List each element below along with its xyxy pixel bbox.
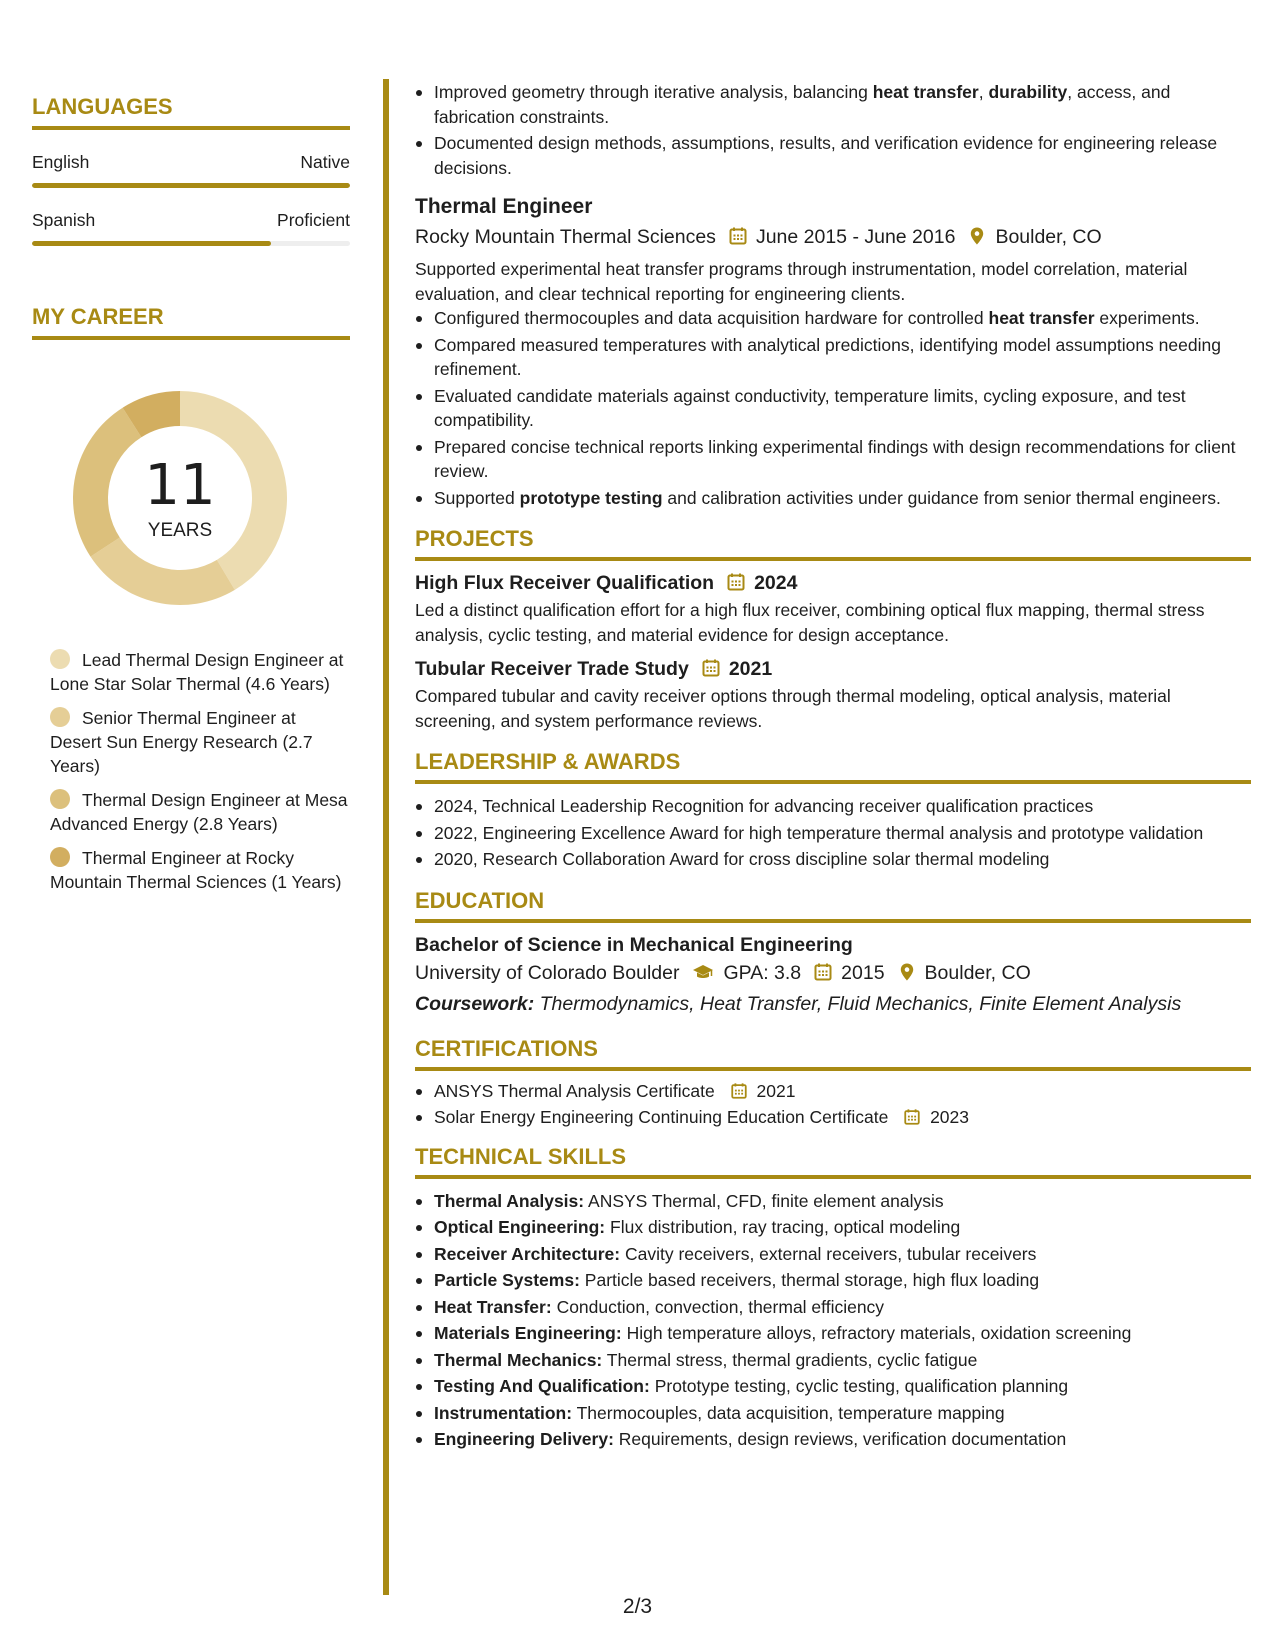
language-item: [32, 150, 350, 188]
skill-item: [415, 1374, 1251, 1399]
awards-section: [415, 747, 1251, 872]
bullet-item: [415, 306, 1251, 331]
career-legend-label: Lead Thermal Design Engineer at Lone Star Solar Thermal (4.6 Years): [50, 650, 344, 694]
skill-item: [415, 1348, 1251, 1373]
education-section: [415, 886, 1251, 1018]
main-content: [415, 80, 1251, 1454]
bullet-text: Evaluated candidate materials against conductivity, temperature limits, cycling exposure, and test compatibility.: [434, 385, 1186, 430]
bullet-text: experiments.: [1094, 308, 1200, 328]
career-legend-item: [50, 706, 350, 778]
skills-rule: [415, 1175, 1251, 1179]
bullet-keyword: heat transfer: [872, 82, 979, 102]
project-year: 2024: [754, 572, 798, 594]
bullet-item: [415, 435, 1251, 484]
legend-dot-icon: [50, 649, 70, 669]
award-item: 2022, Engineering Excellence Award for high temperature thermal analysis and prototype validation: [415, 821, 1251, 846]
job-description: Supported experimental heat transfer programs through instrumentation, model correlation, material evaluation, and clear technical reporting for engineering clients.: [415, 259, 1188, 304]
skill-label: Heat Transfer:: [434, 1296, 552, 1317]
bullet-item: [415, 384, 1251, 433]
school-name: University of Colorado Boulder: [415, 961, 680, 984]
bullet-item: [415, 80, 1251, 129]
certification-year: 2023: [930, 1107, 969, 1127]
bullet-keyword: heat transfer: [988, 308, 1095, 328]
job-meta: [415, 223, 1251, 251]
career-legend-label: Senior Thermal Engineer at Desert Sun Energy Research (2.7 Years): [50, 708, 313, 776]
graduation-cap-icon: [691, 959, 715, 987]
bullet-text: and calibration activities under guidance from senior thermal engineers.: [662, 487, 1221, 508]
languages-heading: LANGUAGES: [32, 94, 173, 119]
map-pin-icon: [897, 959, 917, 987]
map-pin-icon: [967, 223, 987, 251]
language-proficiency-fill: [32, 183, 350, 188]
experience-entry: [415, 193, 1251, 510]
gpa: GPA: 3.8: [723, 961, 802, 984]
column-divider: [383, 79, 389, 1595]
skill-label: Particle Systems:: [434, 1270, 580, 1290]
calendar-icon: [730, 1081, 753, 1101]
career-total-unit: YEARS: [147, 520, 213, 541]
career-legend-label: Thermal Design Engineer at Mesa Advanced Energy (2.8 Years): [50, 790, 348, 834]
certification-item: [415, 1105, 1251, 1130]
sidebar: [32, 92, 350, 904]
certifications-section: [415, 1034, 1251, 1130]
skill-item: [415, 1401, 1251, 1426]
skill-item: [415, 1242, 1251, 1267]
skill-value: Cavity receivers, external receivers, tubular receivers: [624, 1243, 1037, 1264]
education-rule: [415, 919, 1251, 923]
award-item: 2024, Technical Leadership Recognition for advancing receiver qualification practices: [415, 794, 1251, 819]
project-entry: [415, 569, 1251, 647]
page-number: 2/3: [622, 1595, 653, 1618]
skill-item: [415, 1427, 1251, 1452]
skill-item: [415, 1189, 1251, 1214]
bullet-text: Prepared concise technical reports linking experimental findings with design recommendations for client review.: [434, 436, 1236, 481]
project-description: Compared tubular and cavity receiver options through thermal modeling, optical analysis, material screening, and system performance reviews.: [415, 686, 1171, 731]
project-title: High Flux Receiver Qualification: [415, 572, 715, 594]
language-level: Native: [300, 152, 350, 172]
language-proficiency-bar: [32, 183, 350, 188]
bullet-item: [415, 333, 1251, 382]
career-legend: [32, 648, 350, 894]
skill-label: Optical Engineering:: [434, 1217, 606, 1237]
coursework-list: Thermodynamics, Heat Transfer, Fluid Mechanics, Finite Element Analysis: [539, 992, 1182, 1015]
skill-item: [415, 1321, 1251, 1346]
degree-title: Bachelor of Science in Mechanical Engineering: [415, 933, 853, 956]
career-rule: [32, 336, 350, 340]
career-legend-item: [50, 788, 350, 836]
project-title: Tubular Receiver Trade Study: [415, 658, 689, 680]
career-legend-item: [50, 846, 350, 894]
skills-list: [415, 1189, 1251, 1452]
bullet-text: Configured thermocouples and data acquisition hardware for controlled: [434, 308, 989, 328]
calendar-icon: [728, 223, 748, 251]
certifications-rule: [415, 1067, 1251, 1071]
graduation-year: 2015: [841, 961, 885, 984]
skill-item: [415, 1295, 1251, 1320]
project-year: 2021: [728, 658, 773, 680]
skills-heading: TECHNICAL SKILLS: [415, 1143, 627, 1169]
skill-item: [415, 1268, 1251, 1293]
coursework-label: Coursework:: [415, 992, 535, 1015]
skill-label: Engineering Delivery:: [434, 1429, 614, 1449]
skill-value: Conduction, convection, thermal efficiency: [556, 1296, 885, 1317]
career-total-number: 11: [144, 453, 216, 518]
project-entry: [415, 655, 1251, 733]
calendar-icon: [813, 959, 833, 987]
career-donut-chart: [66, 384, 294, 612]
skill-value: ANSYS Thermal, CFD, finite element analysis: [588, 1190, 944, 1211]
calendar-icon: [903, 1107, 926, 1127]
skill-value: Prototype testing, cyclic testing, qualification planning: [654, 1376, 1069, 1396]
company-name: Rocky Mountain Thermal Sciences: [415, 226, 716, 248]
projects-heading: PROJECTS: [415, 526, 534, 551]
project-description: Led a distinct qualification effort for a high flux receiver, combining optical flux mapping, thermal stress analysis, cyclic testing, and material evidence for design acceptance.: [415, 600, 1205, 645]
bullet-text: Improved geometry through iterative analysis, balancing: [434, 82, 873, 102]
skill-label: Receiver Architecture:: [434, 1243, 621, 1264]
language-proficiency-bar: [32, 241, 350, 246]
skill-label: Materials Engineering:: [434, 1323, 622, 1343]
language-name: English: [32, 152, 90, 172]
language-proficiency-fill: [32, 241, 271, 246]
certification-year: 2021: [756, 1080, 796, 1101]
skill-label: Instrumentation:: [434, 1402, 573, 1423]
awards-heading: LEADERSHIP & AWARDS: [415, 749, 681, 774]
language-name: Spanish: [32, 210, 96, 230]
languages-rule: [32, 126, 350, 130]
bullet-text: ,: [978, 82, 989, 102]
certification-item: [415, 1079, 1251, 1104]
language-level: Proficient: [277, 210, 350, 230]
career-heading: MY CAREER: [32, 304, 164, 329]
skill-label: Testing And Qualification:: [434, 1376, 650, 1396]
bullet-text: , access, and fabrication constraints.: [434, 82, 1171, 127]
awards-rule: [415, 780, 1251, 784]
certification-name: ANSYS Thermal Analysis Certificate: [434, 1080, 715, 1101]
project-header: [415, 655, 1251, 683]
bullet-item: [415, 486, 1251, 511]
career-legend-item: [50, 648, 350, 696]
bullet-keyword: prototype testing: [519, 487, 663, 508]
skill-value: Particle based receivers, thermal storage, high flux loading: [584, 1270, 1040, 1290]
bullet-text: Supported: [434, 487, 520, 508]
education-meta: [415, 959, 1251, 987]
donut-segment: [91, 537, 235, 605]
career-legend-label: Thermal Engineer at Rocky Mountain Thermal Sciences (1 Years): [50, 848, 342, 892]
bullet-item: [415, 131, 1251, 180]
certifications-heading: CERTIFICATIONS: [415, 1035, 598, 1061]
projects-section: [415, 524, 1251, 733]
skill-value: Flux distribution, ray tracing, optical modeling: [610, 1217, 961, 1237]
language-item: [32, 208, 350, 246]
legend-dot-icon: [50, 707, 70, 727]
job-bullets: [415, 306, 1251, 510]
skill-label: Thermal Mechanics:: [434, 1349, 603, 1370]
school-location: Boulder, CO: [924, 961, 1031, 984]
legend-dot-icon: [50, 847, 70, 867]
bullet-text: Compared measured temperatures with analytical predictions, identifying model assumptions needing refinement.: [434, 334, 1221, 379]
bullet-keyword: durability: [988, 82, 1068, 102]
job-dates: June 2015 - June 2016: [755, 226, 956, 248]
calendar-icon: [726, 569, 746, 597]
education-heading: EDUCATION: [415, 887, 545, 913]
projects-rule: [415, 557, 1251, 561]
awards-list: [415, 794, 1251, 872]
skill-value: Requirements, design reviews, verification documentation: [618, 1429, 1067, 1449]
award-item: 2020, Research Collaboration Award for cross discipline solar thermal modeling: [415, 847, 1251, 872]
previous-job-bullets: [415, 80, 1251, 180]
certification-name: Solar Energy Engineering Continuing Education Certificate: [434, 1107, 889, 1127]
skill-value: High temperature alloys, refractory materials, oxidation screening: [626, 1323, 1132, 1343]
skill-value: Thermocouples, data acquisition, temperature mapping: [576, 1402, 1005, 1423]
coursework: [415, 990, 1251, 1018]
skill-label: Thermal Analysis:: [434, 1190, 585, 1211]
certifications-list: [415, 1079, 1251, 1130]
skill-item: [415, 1215, 1251, 1240]
career-total: [66, 453, 294, 542]
skill-value: Thermal stress, thermal gradients, cyclic fatigue: [606, 1349, 978, 1370]
calendar-icon: [701, 655, 721, 683]
job-location: Boulder, CO: [995, 226, 1102, 248]
job-title: Thermal Engineer: [415, 195, 593, 218]
skills-section: [415, 1142, 1251, 1452]
project-header: [415, 569, 1251, 597]
bullet-text: Documented design methods, assumptions, results, and verification evidence for engineering release decisions.: [434, 133, 1218, 178]
legend-dot-icon: [50, 789, 70, 809]
